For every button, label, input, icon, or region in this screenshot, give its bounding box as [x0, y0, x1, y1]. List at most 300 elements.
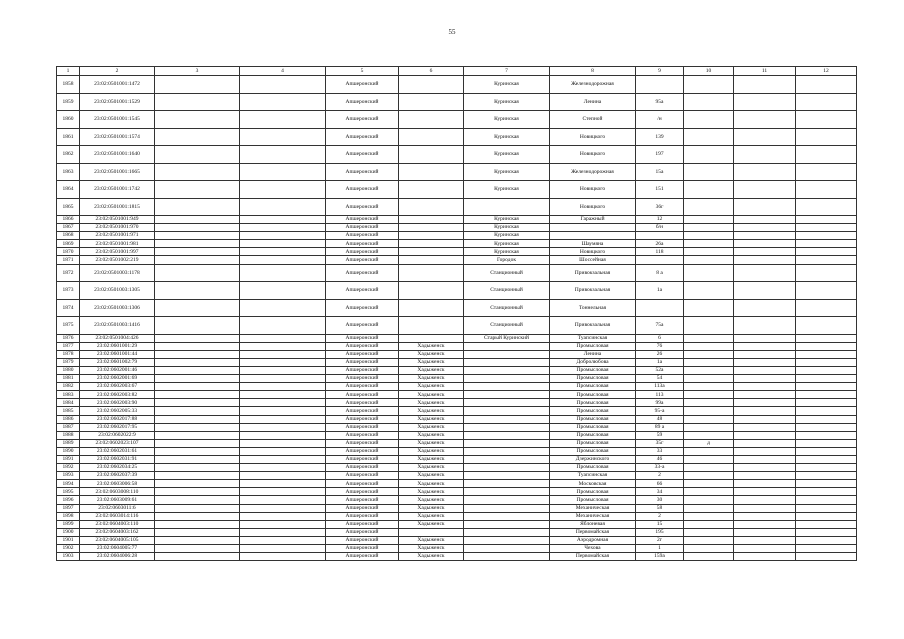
street: Туапсинская [550, 472, 636, 480]
table-row [57, 464, 857, 472]
col-12 [796, 528, 857, 536]
cadastral-number: 23:02:0501001:1529 [80, 93, 155, 111]
district: Апшеронский [326, 181, 399, 199]
col-11 [734, 76, 796, 94]
city: Хадыженск [399, 496, 464, 504]
col-12 [796, 350, 857, 358]
district: Апшеронский [326, 399, 399, 407]
col-11 [734, 464, 796, 472]
row-number: 1876 [57, 334, 80, 342]
settlement [464, 198, 550, 216]
cadastral-number: 23:02:0604003:162 [80, 528, 155, 536]
cadastral-number: 23:02:0501003:1416 [80, 317, 155, 335]
table-row [57, 366, 857, 374]
table-row [57, 256, 857, 264]
row-number: 1863 [57, 163, 80, 181]
col-12 [796, 146, 857, 164]
col-10 [684, 317, 734, 335]
col-10 [684, 198, 734, 216]
column-header-12: 12 [796, 67, 857, 76]
settlement [464, 528, 550, 536]
settlement: Куринская [464, 216, 550, 224]
row-number: 1883 [57, 391, 80, 399]
house-number: 33-а [636, 464, 684, 472]
row-number: 1860 [57, 111, 80, 129]
street: Московская [550, 480, 636, 488]
col-12 [796, 76, 857, 94]
row-number: 1897 [57, 504, 80, 512]
cadastral-number: 23:02:0501001:1574 [80, 128, 155, 146]
col-10 [684, 282, 734, 300]
city [399, 224, 464, 232]
col-10 [684, 342, 734, 350]
house-number: 1а [636, 358, 684, 366]
district: Апшеронский [326, 317, 399, 335]
col-10 [684, 240, 734, 248]
city [399, 282, 464, 300]
district: Апшеронский [326, 146, 399, 164]
settlement [464, 399, 550, 407]
city: Хадыженск [399, 366, 464, 374]
cadastral-number: 23:02:0501003:1305 [80, 282, 155, 300]
cadastral-number: 23:02:0602001:46 [80, 366, 155, 374]
col-3 [155, 407, 240, 415]
column-header-9: 9 [636, 67, 684, 76]
header-row [57, 67, 857, 76]
row-number: 1879 [57, 358, 80, 366]
col-11 [734, 439, 796, 447]
row-number: 1901 [57, 536, 80, 544]
col-11 [734, 224, 796, 232]
col-12 [796, 391, 857, 399]
col-11 [734, 256, 796, 264]
col-4 [240, 128, 326, 146]
col-10 [684, 464, 734, 472]
street: Промысловая [550, 399, 636, 407]
col-11 [734, 111, 796, 129]
district: Апшеронский [326, 216, 399, 224]
col-3 [155, 383, 240, 391]
col-11 [734, 163, 796, 181]
col-3 [155, 181, 240, 199]
col-3 [155, 496, 240, 504]
col-10: д [684, 439, 734, 447]
settlement [464, 480, 550, 488]
col-12 [796, 248, 857, 256]
row-number: 1869 [57, 240, 80, 248]
col-12 [796, 464, 857, 472]
col-10 [684, 423, 734, 431]
city: Хадыженск [399, 407, 464, 415]
row-number: 1878 [57, 350, 80, 358]
house-number [636, 76, 684, 94]
settlement: Куринская [464, 248, 550, 256]
house-number: 197 [636, 146, 684, 164]
col-3 [155, 350, 240, 358]
column-header-7: 7 [464, 67, 550, 76]
col-11 [734, 447, 796, 455]
district: Апшеронский [326, 224, 399, 232]
row-number: 1890 [57, 447, 80, 455]
district: Апшеронский [326, 342, 399, 350]
col-11 [734, 545, 796, 553]
street: Промысловая [550, 407, 636, 415]
house-number: 48 [636, 415, 684, 423]
cadastral-number: 23:02:0501001:997 [80, 248, 155, 256]
city [399, 146, 464, 164]
street: Новицкого [550, 146, 636, 164]
table-row [57, 146, 857, 164]
city [399, 528, 464, 536]
district: Апшеронский [326, 545, 399, 553]
col-10 [684, 232, 734, 240]
house-number: 30 [636, 496, 684, 504]
col-3 [155, 455, 240, 463]
col-10 [684, 128, 734, 146]
street [550, 224, 636, 232]
house-number: 95а [636, 93, 684, 111]
col-4 [240, 248, 326, 256]
street: Туапсинская [550, 334, 636, 342]
row-number: 1887 [57, 423, 80, 431]
settlement [464, 512, 550, 520]
table-row [57, 496, 857, 504]
col-11 [734, 216, 796, 224]
city: Хадыженск [399, 350, 464, 358]
row-number: 1902 [57, 545, 80, 553]
col-3 [155, 111, 240, 129]
district: Апшеронский [326, 455, 399, 463]
col-12 [796, 342, 857, 350]
col-10 [684, 163, 734, 181]
col-11 [734, 504, 796, 512]
col-3 [155, 431, 240, 439]
district: Апшеронский [326, 232, 399, 240]
col-11 [734, 520, 796, 528]
col-3 [155, 464, 240, 472]
district: Апшеронский [326, 391, 399, 399]
house-number: 89 а [636, 423, 684, 431]
house-number: 159а [636, 553, 684, 561]
settlement [464, 472, 550, 480]
col-12 [796, 431, 857, 439]
cadastral-number: 23:02:0501001:1472 [80, 76, 155, 94]
col-10 [684, 407, 734, 415]
table-row [57, 520, 857, 528]
street: Промысловая [550, 391, 636, 399]
col-4 [240, 224, 326, 232]
col-3 [155, 439, 240, 447]
col-11 [734, 480, 796, 488]
row-number: 1858 [57, 76, 80, 94]
street: Тоннельная [550, 299, 636, 317]
settlement [464, 455, 550, 463]
col-11 [734, 299, 796, 317]
street: Промысловая [550, 375, 636, 383]
house-number: 118 [636, 248, 684, 256]
settlement: Куринская [464, 163, 550, 181]
row-number: 1877 [57, 342, 80, 350]
col-3 [155, 232, 240, 240]
row-number: 1880 [57, 366, 80, 374]
settlement: Куринская [464, 232, 550, 240]
city: Хадыженск [399, 383, 464, 391]
col-3 [155, 256, 240, 264]
city [399, 240, 464, 248]
col-4 [240, 447, 326, 455]
row-number: 1885 [57, 407, 80, 415]
col-10 [684, 480, 734, 488]
street: Дзержинского [550, 455, 636, 463]
settlement [464, 358, 550, 366]
col-4 [240, 334, 326, 342]
col-11 [734, 146, 796, 164]
col-12 [796, 407, 857, 415]
cadastral-number: 23:02:0501004:426 [80, 334, 155, 342]
col-10 [684, 504, 734, 512]
district: Апшеронский [326, 512, 399, 520]
cadastral-number: 23:02:0604005:77 [80, 545, 155, 553]
col-12 [796, 256, 857, 264]
table-row [57, 528, 857, 536]
col-12 [796, 181, 857, 199]
col-10 [684, 248, 734, 256]
city: Хадыженск [399, 455, 464, 463]
col-4 [240, 391, 326, 399]
settlement [464, 350, 550, 358]
district: Апшеронский [326, 358, 399, 366]
table-row [57, 224, 857, 232]
col-12 [796, 512, 857, 520]
table-row [57, 198, 857, 216]
cadastral-number: 23:02:0501001:1815 [80, 198, 155, 216]
table-row [57, 423, 857, 431]
cadastral-number: 23:02:0602003:67 [80, 383, 155, 391]
table-row [57, 455, 857, 463]
city: Хадыженск [399, 447, 464, 455]
district: Апшеронский [326, 93, 399, 111]
col-3 [155, 198, 240, 216]
house-number: 2г [636, 536, 684, 544]
col-11 [734, 528, 796, 536]
col-11 [734, 391, 796, 399]
cadastral-number: 23:02:0602034:25 [80, 464, 155, 472]
city [399, 317, 464, 335]
settlement [464, 391, 550, 399]
col-4 [240, 366, 326, 374]
house-number: 75а [636, 317, 684, 335]
col-12 [796, 198, 857, 216]
col-11 [734, 248, 796, 256]
col-4 [240, 111, 326, 129]
row-number: 1900 [57, 528, 80, 536]
settlement [464, 496, 550, 504]
settlement [464, 488, 550, 496]
settlement [464, 366, 550, 374]
col-12 [796, 232, 857, 240]
settlement [464, 520, 550, 528]
row-number: 1861 [57, 128, 80, 146]
cadastral-number: 23:02:0602001:69 [80, 375, 155, 383]
cadastral-number: 23:02:0602037:39 [80, 472, 155, 480]
cadastral-number: 23:02:0501001:1742 [80, 181, 155, 199]
col-3 [155, 76, 240, 94]
col-12 [796, 93, 857, 111]
city [399, 111, 464, 129]
street: Чехова [550, 545, 636, 553]
cadastral-number: 23:02:0501002:219 [80, 256, 155, 264]
city [399, 256, 464, 264]
page-number: 55 [448, 28, 456, 36]
col-12 [796, 282, 857, 300]
house-number: 36г [636, 198, 684, 216]
city [399, 299, 464, 317]
district: Апшеронский [326, 447, 399, 455]
col-10 [684, 455, 734, 463]
cadastral-number: 23:02:0501001:1640 [80, 146, 155, 164]
col-3 [155, 299, 240, 317]
col-11 [734, 198, 796, 216]
col-11 [734, 93, 796, 111]
table-row [57, 439, 857, 447]
col-4 [240, 464, 326, 472]
street: Механическая [550, 512, 636, 520]
col-10 [684, 264, 734, 282]
cadastral-number: 23:02:0501001:981 [80, 240, 155, 248]
settlement [464, 383, 550, 391]
district: Апшеронский [326, 163, 399, 181]
col-10 [684, 520, 734, 528]
col-12 [796, 553, 857, 561]
col-4 [240, 299, 326, 317]
house-number: 26а [636, 240, 684, 248]
house-number: 66 [636, 480, 684, 488]
table-row [57, 536, 857, 544]
city: Хадыженск [399, 358, 464, 366]
table-row [57, 488, 857, 496]
col-12 [796, 264, 857, 282]
column-header-3: 3 [155, 67, 240, 76]
col-4 [240, 256, 326, 264]
col-12 [796, 496, 857, 504]
district: Апшеронский [326, 264, 399, 282]
col-10 [684, 391, 734, 399]
street: Механическая [550, 504, 636, 512]
row-number: 1903 [57, 553, 80, 561]
house-number: 113а [636, 383, 684, 391]
street: Промысловая [550, 488, 636, 496]
house-number [636, 256, 684, 264]
table-row [57, 407, 857, 415]
col-3 [155, 520, 240, 528]
col-4 [240, 520, 326, 528]
row-number: 1882 [57, 383, 80, 391]
district: Апшеронский [326, 431, 399, 439]
column-header-1: 1 [57, 67, 80, 76]
settlement: Куринская [464, 240, 550, 248]
col-11 [734, 399, 796, 407]
district: Апшеронский [326, 366, 399, 374]
col-10 [684, 488, 734, 496]
table-row [57, 93, 857, 111]
street: Первомайская [550, 553, 636, 561]
col-4 [240, 536, 326, 544]
city: Хадыженск [399, 399, 464, 407]
column-header-5: 5 [326, 67, 399, 76]
col-3 [155, 342, 240, 350]
table-row [57, 334, 857, 342]
col-11 [734, 431, 796, 439]
column-header-4: 4 [240, 67, 326, 76]
city: Хадыженск [399, 545, 464, 553]
street: Промысловая [550, 431, 636, 439]
col-10 [684, 76, 734, 94]
house-number [636, 232, 684, 240]
col-3 [155, 512, 240, 520]
col-3 [155, 480, 240, 488]
city [399, 163, 464, 181]
row-number: 1896 [57, 496, 80, 504]
col-11 [734, 342, 796, 350]
col-3 [155, 334, 240, 342]
district: Апшеронский [326, 76, 399, 94]
settlement [464, 553, 550, 561]
table-row [57, 431, 857, 439]
col-4 [240, 358, 326, 366]
cadastral-number: 23:02:0601001:44 [80, 350, 155, 358]
house-number: 35г [636, 439, 684, 447]
cadastral-number: 23:02:0601002:79 [80, 358, 155, 366]
col-10 [684, 512, 734, 520]
row-number: 1873 [57, 282, 80, 300]
col-3 [155, 240, 240, 248]
row-number: 1871 [57, 256, 80, 264]
col-12 [796, 415, 857, 423]
cadastral-number: 23:02:0602031:61 [80, 447, 155, 455]
col-11 [734, 240, 796, 248]
cadastral-number: 23:02:0501003:1306 [80, 299, 155, 317]
row-number: 1875 [57, 317, 80, 335]
district: Апшеронский [326, 496, 399, 504]
col-3 [155, 553, 240, 561]
col-4 [240, 545, 326, 553]
col-12 [796, 383, 857, 391]
col-11 [734, 232, 796, 240]
col-10 [684, 256, 734, 264]
col-4 [240, 240, 326, 248]
col-3 [155, 248, 240, 256]
col-12 [796, 455, 857, 463]
house-number: 1 [636, 545, 684, 553]
house-number: 1а [636, 282, 684, 300]
settlement [464, 423, 550, 431]
table-row [57, 111, 857, 129]
col-10 [684, 181, 734, 199]
house-number: 99а [636, 399, 684, 407]
settlement: Станционный [464, 264, 550, 282]
house-number: 26 [636, 350, 684, 358]
col-12 [796, 375, 857, 383]
table-row [57, 342, 857, 350]
col-12 [796, 366, 857, 374]
col-12 [796, 520, 857, 528]
cadastral-number: 23:02:0603006:58 [80, 480, 155, 488]
cadastral-number: 23:02:0602023:107 [80, 439, 155, 447]
table-row [57, 76, 857, 94]
col-10 [684, 375, 734, 383]
city: Хадыженск [399, 488, 464, 496]
row-number: 1866 [57, 216, 80, 224]
